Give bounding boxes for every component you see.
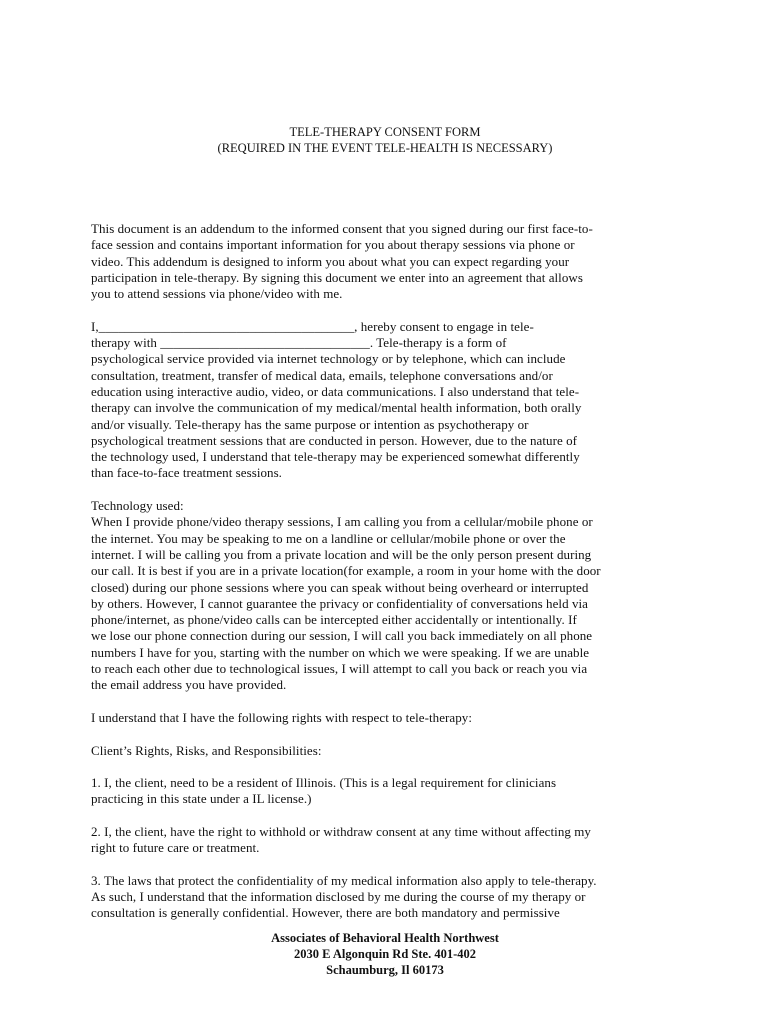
text-line: than face-to-face treatment sessions. xyxy=(91,465,282,481)
document-subtitle: (REQUIRED IN THE EVENT TELE-HEALTH IS NECESSARY) xyxy=(217,141,553,155)
text-line: you to attend sessions via phone/video with me. xyxy=(91,286,343,302)
text-line: we lose our phone connection during our session, I will call you back immediately on all phone xyxy=(91,628,593,644)
paragraph xyxy=(91,221,683,302)
document-body xyxy=(91,221,683,938)
paragraph xyxy=(91,743,683,759)
paragraph xyxy=(91,873,683,922)
text-line: When I provide phone/video therapy sessions, I am calling you from a cellular/mobile phone or xyxy=(91,514,593,530)
text-line: consultation, treatment, transfer of medical data, emails, telephone conversations and/or xyxy=(91,367,553,383)
text-line: 3. The laws that protect the confidentiality of my medical information also apply to tele-therapy. xyxy=(91,872,597,888)
text-line: closed) during our phone sessions where you can speak without being overheard or interrupted xyxy=(91,579,589,595)
text-line: video. This addendum is designed to inform you about what you can expect regarding your xyxy=(91,253,570,269)
text-line: psychological treatment sessions that are conducted in person. However, due to the nature of xyxy=(91,432,578,448)
text-line: by others. However, I cannot guarantee the privacy or confidentiality of conversations held via xyxy=(91,595,588,611)
paragraph xyxy=(91,824,683,857)
footer-city: Schaumburg, Il 60173 xyxy=(326,963,444,977)
text-line: psychological service provided via internet technology or by telephone, which can include xyxy=(91,351,566,367)
text-line: the internet. You may be speaking to me on a landline or cellular/mobile phone or over the xyxy=(91,530,566,546)
paragraph xyxy=(91,710,683,726)
text-line: internet. I will be calling you from a private location and will be the only person present during xyxy=(91,546,592,562)
text-line: therapy with ________________________________. Tele-therapy is a form of xyxy=(91,335,507,351)
paragraph xyxy=(91,319,683,482)
text-line: consultation is generally confidential. However, there are both mandatory and permissive xyxy=(91,905,560,921)
text-line: practicing in this state under a IL license.) xyxy=(91,791,312,807)
text-line: I,_______________________________________, hereby consent to engage in tele- xyxy=(91,318,534,334)
text-line: to reach each other due to technological issues, I will attempt to call you back or reach you via xyxy=(91,661,588,677)
text-line: phone/internet, as phone/video calls can be intercepted either accidentally or intentionally. If xyxy=(91,612,577,628)
footer-organization: Associates of Behavioral Health Northwest xyxy=(271,931,499,945)
paragraph xyxy=(91,498,683,694)
footer-address: 2030 E Algonquin Rd Ste. 401-402 xyxy=(294,947,476,961)
text-line: and/or visually. Tele-therapy has the same purpose or intention as psychotherapy or xyxy=(91,416,529,432)
text-line: 1. I, the client, need to be a resident of Illinois. (This is a legal requirement for clinicians xyxy=(91,775,557,791)
text-line: participation in tele-therapy. By signing this document we enter into an agreement that allows xyxy=(91,269,583,285)
text-line: Client’s Rights, Risks, and Responsibilities: xyxy=(91,742,322,758)
text-line: right to future care or treatment. xyxy=(91,840,260,856)
text-line: numbers I have for you, starting with the number on which we were speaking. If we are unable xyxy=(91,644,590,660)
document-header xyxy=(0,124,770,156)
text-line: face session and contains important information for you about therapy sessions via phone or xyxy=(91,237,575,253)
text-line: 2. I, the client, have the right to withhold or withdraw consent at any time without affecting my xyxy=(91,823,591,839)
paragraph xyxy=(91,775,683,808)
text-line: the technology used, I understand that tele-therapy may be experienced somewhat differently xyxy=(91,449,580,465)
text-line: our call. It is best if you are in a private location(for example, a room in your home with the door xyxy=(91,563,601,579)
text-line: This document is an addendum to the informed consent that you signed during our first face-to- xyxy=(91,221,593,236)
text-line: I understand that I have the following rights with respect to tele-therapy: xyxy=(91,709,472,725)
text-line: Technology used: xyxy=(91,498,184,514)
text-line: therapy can involve the communication of my medical/mental health information, both orally xyxy=(91,400,582,416)
text-line: As such, I understand that the information disclosed by me during the course of my therapy or xyxy=(91,889,586,905)
text-line: the email address you have provided. xyxy=(91,677,287,693)
text-line: education using interactive audio, video, or data communications. I also understand that tele- xyxy=(91,383,580,399)
document-title: TELE-THERAPY CONSENT FORM xyxy=(289,125,481,139)
document-footer xyxy=(0,930,770,978)
